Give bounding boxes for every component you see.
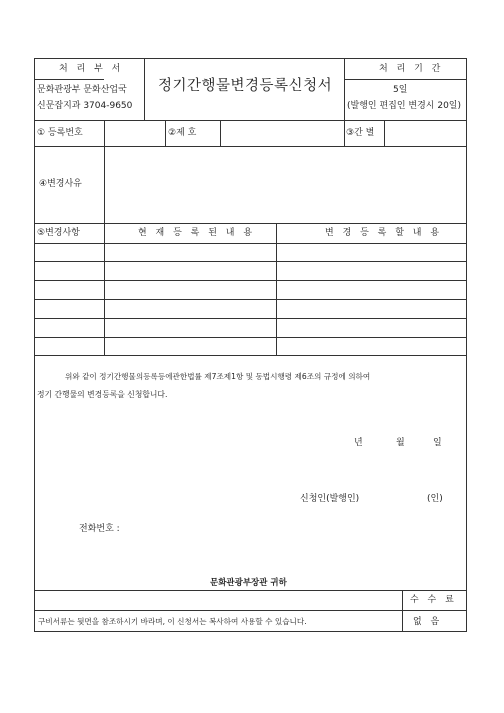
seal-mark: (인): [427, 494, 443, 504]
fee-label: 수 수 료: [410, 595, 457, 605]
reason-field[interactable]: [106, 148, 464, 221]
date-year: 년: [354, 438, 363, 448]
change-row: [35, 262, 466, 280]
periodicity-label: ③간 별: [346, 128, 375, 138]
title-label: ②제 호: [168, 128, 197, 138]
dept-label: 처 리 부 서: [59, 64, 124, 74]
current-content-cell[interactable]: [105, 300, 276, 318]
new-content-cell[interactable]: [277, 281, 466, 299]
form-title: 정기간행물변경등록신청서: [158, 78, 333, 94]
current-content-cell[interactable]: [105, 319, 276, 337]
period-note: (발행인 편집인 변경시 20일): [347, 101, 461, 111]
new-content-cell[interactable]: [277, 319, 466, 337]
fee-value: 없 음: [413, 617, 443, 627]
current-content-cell[interactable]: [105, 244, 276, 261]
dept-line1: 문화관광부 문화산업국: [37, 85, 127, 95]
applicant-label: 신청인(발행인): [300, 494, 360, 504]
change-row: [35, 281, 466, 299]
change-item-cell[interactable]: [35, 244, 104, 261]
reason-label: ④변경사유: [39, 179, 82, 189]
new-content-cell[interactable]: [277, 244, 466, 261]
title-field[interactable]: [222, 122, 342, 144]
statement-line2: 정기 간행물의 변경등록을 신청합니다.: [37, 390, 168, 399]
footer-note: 구비서류는 뒷면을 참조하시기 바라며, 이 신청서는 복사하여 사용할 수 있습니다.: [38, 617, 307, 626]
new-content-cell[interactable]: [277, 262, 466, 280]
date-month: 월: [396, 438, 405, 448]
current-content-label: 현 재 등 록 된 내 용: [138, 228, 256, 238]
change-row: [35, 319, 466, 337]
change-item-cell[interactable]: [35, 281, 104, 299]
changes-label: ⑤변경사항: [37, 228, 80, 238]
period-label: 처 리 기 간: [379, 64, 444, 74]
addressee: 문화관광부장관 귀하: [210, 578, 287, 588]
current-content-cell[interactable]: [105, 262, 276, 280]
period-value: 5일: [393, 85, 408, 95]
change-row: [35, 244, 466, 261]
new-content-cell[interactable]: [277, 300, 466, 318]
change-item-cell[interactable]: [35, 262, 104, 280]
reg-no-label: ① 등록번호: [37, 128, 83, 138]
current-content-cell[interactable]: [105, 281, 276, 299]
change-item-cell[interactable]: [35, 319, 104, 337]
new-content-label: 변 경 등 록 할 내 용: [325, 228, 443, 238]
statement-line1: 위와 같이 정기간행물의등록등에관한법률 제7조제1항 및 동법시행령 제6조의 규정에 의하여: [65, 372, 371, 381]
date-day: 일: [433, 438, 442, 448]
registration-change-form: [34, 58, 467, 632]
change-item-cell[interactable]: [35, 300, 104, 318]
phone-label: 전화번호 :: [79, 524, 120, 534]
periodicity-field[interactable]: [386, 122, 464, 144]
dept-line2: 신문잡지과 3704-9650: [37, 101, 133, 111]
reg-no-field[interactable]: [106, 122, 163, 144]
change-row: [35, 300, 466, 318]
